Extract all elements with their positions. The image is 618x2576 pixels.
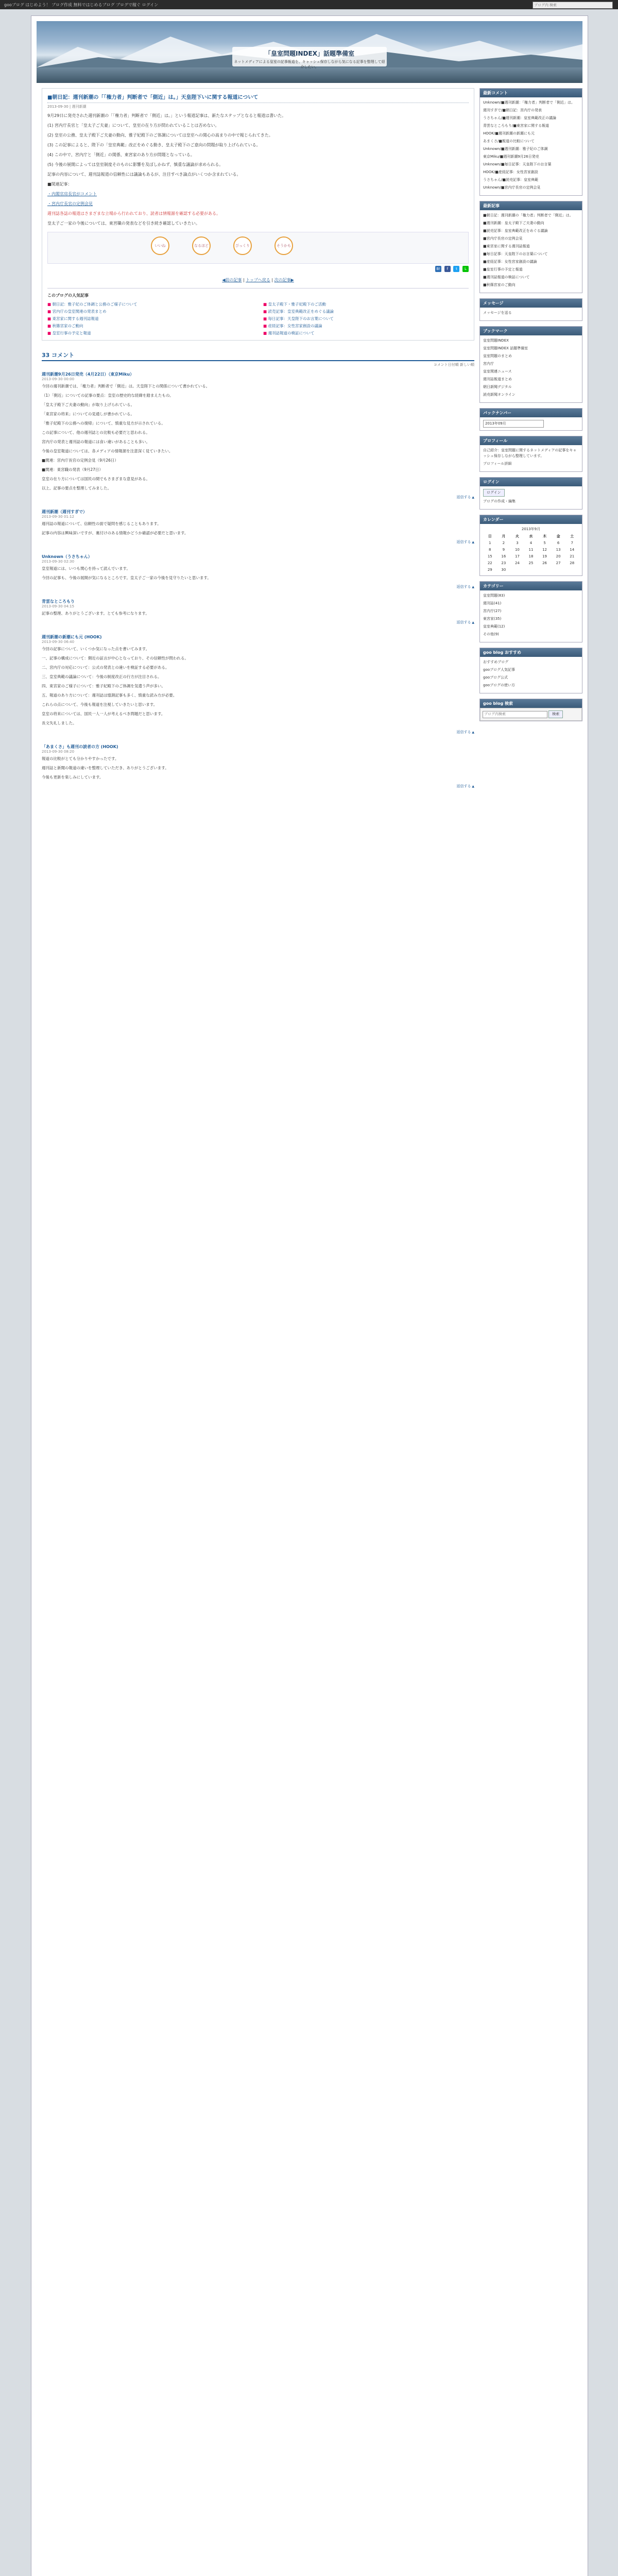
comment-paragraph: 五、報道のあり方について：週刊誌は憶測記事も多く、慎重な読み方が必要。	[42, 693, 177, 698]
recent-post-item[interactable]: ■読売記事：皇室典範改正をめぐる議論	[483, 229, 548, 233]
recent-comment-item[interactable]: 東京Miku/■週刊新潮9月26日発売	[483, 155, 539, 159]
recent-comment-item[interactable]: Unknown/■宮内庁長官の定例会見	[483, 185, 541, 190]
calendar-day[interactable]: 10	[514, 548, 520, 552]
login-button[interactable]: ログイン	[483, 489, 505, 497]
message-body	[480, 308, 582, 320]
related-posts	[47, 288, 469, 336]
comment-author[interactable]: 週刊新潮の新潮にも元 (HOOK)	[42, 635, 102, 639]
comment-paragraph: 「東宮家の将来」についての見通しが書かれている。	[42, 412, 134, 416]
related-grid	[47, 301, 469, 336]
bookmark-item[interactable]: 宮内庁	[483, 362, 494, 366]
post-paragraph: 記事の内容について、週刊誌報道の信頼性には議論もあるが、注目すべき論点がいくつか含まれている。	[47, 172, 241, 177]
related-link[interactable]: ・宮内庁長官の定例会見	[47, 201, 93, 206]
post-paragraph: (4) この中で、宮内庁と「側近」の関係、東宮家のあり方が問題となっている。	[47, 152, 195, 157]
calendar-day[interactable]: 5	[543, 541, 546, 545]
calendar-day[interactable]: 28	[570, 561, 575, 565]
comment-paragraph: 今回の記事も、今後の展開が気になるところです。皇太子ご一家の今後を見守りたいと思います。	[42, 575, 211, 580]
category-item[interactable]: 週刊誌(41)	[483, 601, 502, 605]
profile-text: 自己紹介：皇室問題に関するネットメディアの記事をキャッシュ保存しながら整理しています。	[483, 448, 577, 458]
comment-paragraph: 長文失礼しました。	[42, 721, 77, 725]
category-item[interactable]: 皇室典範(12)	[483, 624, 505, 629]
page-wrapper	[31, 15, 588, 2576]
reply-link[interactable]: 返信する ▲	[42, 784, 474, 789]
blog-subtitle: ネットメディアによる皇室の記事報道を、キャッシュ保存しながら気になる記事を整理して紹介したい。	[234, 60, 385, 69]
prev-post-link[interactable]: ◀前の記事	[222, 278, 242, 282]
next-post-link[interactable]: 次の記事▶	[274, 278, 294, 282]
calendar-day[interactable]: 25	[528, 561, 534, 565]
share-buttons	[47, 266, 469, 272]
header-banner	[37, 21, 582, 83]
post-paragraph: 週刊誌各誌の報道はさまざまな立場から行われており、読者は情報源を確認する必要がある。	[47, 211, 220, 216]
reply-link[interactable]: 返信する ▲	[42, 730, 474, 735]
bookmark-item[interactable]: 週刊誌報道まとめ	[483, 377, 512, 381]
calendar-day	[552, 567, 565, 573]
comment-author[interactable]: 青雲なところもり	[42, 599, 75, 604]
comment-paragraph: 一、記事の構成について：側近の証言が中心となっており、その信頼性が問われる。	[42, 656, 188, 660]
sidebar	[479, 88, 582, 726]
calendar-day[interactable]: 12	[542, 548, 547, 552]
recent-comment-item[interactable]: Unknown/■週刊新潮：雅子妃のご体調	[483, 147, 548, 151]
recent-comment-item[interactable]: うさちゃん/■読売記事：皇室典範	[483, 178, 538, 182]
comment-date: 2013-09-30 06:40	[42, 640, 75, 644]
post-article	[42, 88, 474, 341]
facebook-icon[interactable]: f	[444, 266, 451, 272]
category-item[interactable]: 宮内庁(27)	[483, 609, 502, 613]
recent-comment-item[interactable]: 青雲なところもり/■東宮家に関する報道	[483, 124, 549, 128]
goo-item[interactable]: gooブログ公式	[483, 675, 508, 680]
post-paragraph: (1) 宮内庁長官と「皇太子ご夫妻」について、皇室の在り方が問われていることは否めない。	[47, 123, 219, 128]
related-link[interactable]: ・内閣官房長官がコメント	[47, 192, 97, 196]
category-title: カテゴリー	[480, 582, 582, 590]
sidebar-search-button[interactable]: 検索	[548, 710, 563, 718]
comment-paragraph: 四、東宮家のご様子について：雅子妃殿下のご体調を気遣う声が多い。	[42, 684, 165, 688]
related-item[interactable]: ■ 宮内庁の皇室関連の発表まとめ	[47, 309, 253, 314]
recent-post-item[interactable]: ■東宮家に関する週刊誌報道	[483, 244, 530, 248]
comment-author[interactable]: 週刊新潮（週刊すぎで）	[42, 510, 87, 514]
comment-body	[42, 646, 474, 726]
recent-post-item[interactable]: ■産経記事：女性宮家創設の議論	[483, 260, 537, 264]
post-paragraph: ■関連記事：	[47, 182, 72, 187]
calendar-day	[565, 567, 579, 573]
top-bar	[0, 0, 618, 9]
post-paragraph: (2) 皇室の公務、皇太子殿下ご夫妻の動向、雅子妃殿下のご体調については皇室への関心の高まりの中で報じられてきた。	[47, 133, 273, 138]
goo-recommend-list	[480, 657, 582, 693]
recent-post-item[interactable]: ■秋篠宮家のご動向	[483, 283, 516, 287]
line-icon[interactable]: L	[462, 266, 469, 272]
recent-post-item[interactable]: ■朝日記：週刊新潮の「権力者」判断者で「側近」は。	[483, 213, 573, 217]
calendar-day[interactable]: 3	[516, 541, 519, 545]
post-paragraph: 皇太子ご一家の今後については、東宮職の発表などを引き続き確認していきたい。	[47, 221, 200, 226]
calendar-day[interactable]: 17	[514, 554, 520, 558]
recent-post-item[interactable]: ■皇室行事の予定と報道	[483, 267, 523, 272]
recent-comment-item[interactable]: うさちゃん/■週刊新潮：皇室典範改正の議論	[483, 116, 556, 120]
calendar-day[interactable]: 6	[557, 541, 560, 545]
calendar-day[interactable]: 18	[528, 554, 534, 558]
related-item[interactable]: ■ 読売記事：皇室典範改正をめぐる議論	[263, 309, 469, 314]
comment-date: 2013-09-30 00:00	[42, 377, 75, 381]
related-item[interactable]: ■ 皇室行事の予定と報道	[47, 330, 253, 336]
related-item[interactable]: ■ 秋篠宮家のご動向	[47, 323, 253, 329]
blog-edit-link[interactable]: ブログの作成・編集	[483, 499, 516, 503]
comment	[42, 744, 474, 789]
calendar-day[interactable]: 9	[502, 548, 505, 552]
profile-title: プロフィール	[480, 436, 582, 445]
backnumber-title: バックナンバー	[480, 409, 582, 417]
comment-paragraph: 以上、記事の要点を整理してみました。	[42, 486, 111, 490]
recent-posts-list	[480, 210, 582, 293]
reaction-button[interactable]: なるほど	[192, 236, 211, 255]
calendar-day[interactable]: 19	[542, 554, 547, 558]
comment-paragraph: これらの点について、今後も報道を注視していきたいと思います。	[42, 702, 158, 707]
calendar-day[interactable]: 22	[487, 561, 492, 565]
search-box	[479, 699, 582, 721]
related-item[interactable]: ■ 東宮家に関する週刊誌報道	[47, 316, 253, 321]
calendar-day[interactable]: 1	[489, 541, 491, 545]
comment-body	[42, 611, 474, 617]
comment-paragraph: 宮内庁の発表と週刊誌の報道には食い違いがあることも多い。	[42, 439, 150, 444]
backnumber-select[interactable]: 2013年09月	[483, 420, 544, 428]
calendar-grid	[483, 534, 579, 573]
main-column	[42, 88, 474, 798]
comment-paragraph: 今後も更新を楽しみにしています。	[42, 775, 104, 779]
calendar-day[interactable]: 2	[502, 541, 505, 545]
calendar-day[interactable]: 27	[556, 561, 561, 565]
recent-comments-list	[480, 97, 582, 195]
category-box	[479, 581, 582, 642]
comment-body	[42, 521, 474, 536]
related-item[interactable]: ■ 朝日記：雅子妃のご体調と公務のご様子について	[47, 301, 253, 307]
comment-author[interactable]: Unknown（うさちゃん）	[42, 554, 92, 559]
login-box	[479, 477, 582, 510]
sidebar-search-input[interactable]	[483, 711, 547, 718]
recent-post-item[interactable]: ■毎日記事：天皇陛下のお言葉について	[483, 252, 548, 256]
comment-paragraph: ■関連：東宮職の発表（9月27日）	[42, 467, 103, 472]
recent-comment-item[interactable]: HOOK/■産経記事：女性宮家創設	[483, 170, 538, 174]
related-item[interactable]: ■ 毎日記事：天皇陛下のお言葉について	[263, 316, 469, 321]
calendar-day[interactable]: 16	[501, 554, 506, 558]
comment-author[interactable]: 週刊新潮9月26日発売（4月22日）（東京Miku）	[42, 372, 134, 377]
goo-recommend-box	[479, 648, 582, 693]
login-title: ログイン	[480, 478, 582, 486]
calendar-day[interactable]: 21	[570, 554, 575, 558]
blog-title[interactable]: 「皇室問題INDEX」話題準備室	[265, 50, 354, 57]
reaction-box	[47, 232, 469, 264]
bookmark-item[interactable]: 皇室問題のまとめ	[483, 354, 512, 358]
bookmark-item[interactable]: 皇室問題INDEX	[483, 338, 509, 343]
post-date: 2013-09-30 | 週刊新潮	[47, 105, 87, 109]
goo-recommend-title: goo blog おすすめ	[480, 648, 582, 657]
login-body	[480, 486, 582, 509]
message-title: メッセージ	[480, 299, 582, 308]
related-item[interactable]: ■ 皇太子殿下・雅子妃殿下のご活動	[263, 301, 469, 307]
calendar-weekday: 水	[529, 534, 533, 538]
comment-paragraph: ■関連：宮内庁長官の定例会見（9月26日）	[42, 458, 118, 463]
recent-comment-item[interactable]: あまくさ/■報道の比較について	[483, 139, 535, 143]
comment-paragraph: 皇室の在り方については国民の間でもさまざまな意見がある。	[42, 477, 150, 481]
comment-paragraph: （1）「側近」についての記事の要点：皇室の歴史的な経緯を踏まえたもの。	[42, 393, 174, 398]
comment-body	[42, 383, 474, 492]
comment	[42, 599, 474, 625]
comment-paragraph: 皇室の将来については、国民一人一人が考えるべき問題だと思います。	[42, 711, 165, 716]
reaction-button[interactable]: びっくり	[233, 236, 252, 255]
comment-author[interactable]: 「あまくさ」も週刊の読者の方 (HOOK)	[42, 744, 118, 749]
comment-paragraph: 記事の整理、ありがとうございます。とても参考になります。	[42, 611, 149, 616]
related-heading: このブログの人気記事	[47, 293, 89, 298]
comment	[42, 634, 474, 735]
comment-paragraph: 今後の皇室報道については、各メディアの情報源を注意深く見ていきたい。	[42, 449, 173, 453]
bookmark-list	[480, 335, 582, 402]
message-box	[479, 298, 582, 321]
recent-posts-title: 最新記事	[480, 201, 582, 210]
calendar-box	[479, 515, 582, 576]
backnumber-box	[479, 408, 582, 431]
recent-comments-box	[479, 88, 582, 196]
reply-link[interactable]: 返信する ▲	[42, 495, 474, 500]
hatena-icon[interactable]: B!	[435, 266, 441, 272]
comment-paragraph: 三、皇室典範の議論について：今後の制度改正の行方が注目される。	[42, 674, 162, 679]
profile-box	[479, 436, 582, 472]
post-nav: ◀前の記事 | トップへ戻る | 次の記事▶	[222, 278, 294, 282]
top-search[interactable]	[533, 2, 613, 9]
calendar-day[interactable]: 24	[514, 561, 520, 565]
calendar-weekday: 日	[488, 534, 492, 538]
home-link[interactable]: トップへ戻る	[246, 278, 270, 282]
comment-paragraph: 週刊誌と新聞の報道の違いを整理していただき、ありがとうございます。	[42, 766, 169, 770]
message-link[interactable]: メッセージを送る	[483, 311, 512, 315]
top-bar-links[interactable]: gooブログ はじめよう！ ブログ作成 無料ではじめるブログ ブログで稼ぐ ログイン	[4, 3, 159, 7]
comment-date: 2013-09-30 01:12	[42, 515, 75, 519]
calendar-day[interactable]: 26	[542, 561, 547, 565]
recent-comments-title: 最新コメント	[480, 89, 582, 97]
comment-paragraph: 記事の内容は興味深いですが、裏付けのある情報かどうか確認が必要だと思います。	[42, 531, 188, 535]
comment	[42, 509, 474, 545]
comments-sort[interactable]: コメント日付順 新しい順	[433, 363, 474, 367]
calendar-day[interactable]: 20	[556, 554, 561, 558]
calendar-day[interactable]: 13	[556, 548, 561, 552]
calendar-weekday: 月	[502, 534, 506, 538]
category-item[interactable]: 皇室問題(83)	[483, 594, 505, 598]
calendar-weekday: 金	[556, 534, 560, 538]
recent-comment-item[interactable]: Unknown/■週刊新潮：「権力者」判断者で「側近」は。	[483, 100, 575, 105]
post-paragraph: 9月29日に発売された週刊新潮の「「権力者」判断者で「側近」は。」という報道記事は、新たなステップとなると報道は書いた。	[47, 113, 286, 118]
reply-link[interactable]: 返信する ▲	[42, 620, 474, 625]
recent-comment-item[interactable]: Unknown/■毎日記事：天皇陛下のお言葉	[483, 162, 552, 166]
calendar-day[interactable]: 8	[489, 548, 491, 552]
calendar-day	[538, 567, 552, 573]
comment	[42, 371, 474, 500]
category-item[interactable]: 東宮家(35)	[483, 617, 502, 621]
comment-paragraph: 今回の記事について、いくつか気になった点を書いてみます。	[42, 647, 150, 651]
calendar-day	[524, 567, 538, 573]
recent-post-item[interactable]: ■週刊誌報道の検証について	[483, 275, 530, 279]
bookmark-title: ブックマーク	[480, 327, 582, 335]
backnumber-body	[480, 417, 582, 430]
recent-post-item[interactable]: ■宮内庁長官の定例会見	[483, 236, 523, 241]
bookmark-item[interactable]: 朝日新聞デジタル	[483, 385, 512, 389]
category-item[interactable]: その他(9)	[483, 632, 499, 636]
comment-date: 2013-09-30 02:30	[42, 560, 75, 564]
post-paragraph: (5) 今後の展開によっては皇室制度そのものに影響を及ぼしかねず、慎重な議論が求められる。	[47, 162, 224, 167]
calendar-day[interactable]: 7	[571, 541, 573, 545]
reaction-button[interactable]: いいね	[151, 236, 169, 255]
calendar-title: カレンダー	[480, 515, 582, 524]
reaction-button[interactable]: そうかも	[274, 236, 293, 255]
comment-paragraph: この記事について、他の週刊誌との比較も必要だと思われる。	[42, 430, 150, 435]
reply-link[interactable]: 返信する ▲	[42, 539, 474, 545]
goo-item[interactable]: gooブログの使い方	[483, 683, 516, 687]
calendar-day[interactable]: 4	[529, 541, 533, 545]
related-item[interactable]: ■ 週刊誌報道の検証について	[263, 330, 469, 336]
comments-heading: 33 コメント	[42, 351, 474, 361]
calendar-month: 2013年9月	[521, 527, 541, 531]
search-title: goo blog 検索	[480, 699, 582, 708]
calendar-weekday: 木	[543, 534, 547, 538]
bookmark-box	[479, 326, 582, 403]
calendar-day[interactable]: 30	[501, 568, 506, 572]
recent-posts-box	[479, 201, 582, 293]
reply-link[interactable]: 返信する ▲	[42, 584, 474, 589]
bookmark-item[interactable]: 読売新聞オンライン	[483, 393, 516, 397]
comment-body	[42, 756, 474, 781]
comment-paragraph: 今回の週刊新潮では、「権力者」判断者で「側近」は。天皇陛下との関係について書かれている。	[42, 384, 210, 388]
calendar-day	[510, 567, 524, 573]
comment-paragraph: 二、宮内庁の対応について：公式の発表との違いを検証する必要がある。	[42, 665, 169, 670]
post-title[interactable]: ■朝日記：週刊新潮の「「権力者」判断者で「側近」は。」天皇陛下いに関する報道について	[47, 93, 469, 103]
calendar-day[interactable]: 23	[501, 561, 506, 565]
calendar-day[interactable]: 15	[487, 554, 492, 558]
comment-paragraph: 週刊誌の報道について、信頼性の面で疑問を感じることもあります。	[42, 521, 161, 526]
comment-paragraph: 「雅子妃殿下の公務への復帰」について、慎重な見方が示されている。	[42, 421, 165, 426]
post-paragraph: (3) この記事によると、陛下の「皇室典範」改正をめぐる動き、皇太子殿下のご意向の問題が取り上げられている。	[47, 143, 261, 147]
title-box	[232, 47, 387, 69]
category-list	[480, 590, 582, 642]
goo-item[interactable]: おすすめブログ	[483, 660, 509, 664]
search-body	[480, 708, 582, 721]
calendar-body	[480, 524, 582, 575]
top-search-input[interactable]	[533, 2, 613, 9]
related-item[interactable]: ■ 産経記事：女性宮家創設の議論	[263, 323, 469, 329]
recent-comment-item[interactable]: HOOK/■週刊新潮の新潮にも元	[483, 131, 535, 135]
recent-comment-item[interactable]: 週刊すぎで/■朝日記：宮内庁の発表	[483, 108, 542, 112]
comment	[42, 554, 474, 589]
calendar-day[interactable]: 11	[528, 548, 534, 552]
calendar-weekday: 土	[570, 534, 574, 538]
comment-date: 2013-09-30 04:15	[42, 604, 75, 608]
comment-paragraph: 「皇太子殿下ご夫妻の動向」が取り上げられている。	[42, 402, 134, 407]
recent-post-item[interactable]: ■週刊新潮：皇太子殿下ご夫妻の動向	[483, 221, 544, 225]
bookmark-item[interactable]: 皇室関連ニュース	[483, 369, 512, 374]
profile-link[interactable]: プロフィール詳細	[483, 462, 512, 466]
goo-item[interactable]: gooブログ人気記事	[483, 668, 516, 672]
calendar-day[interactable]: 14	[570, 548, 575, 552]
comment-paragraph: 報道の比較がとても分かりやすかったです。	[42, 756, 119, 761]
comment-date: 2013-09-30 08:20	[42, 750, 75, 754]
calendar-weekday: 火	[515, 534, 519, 538]
profile-body	[480, 445, 582, 471]
twitter-icon[interactable]: t	[453, 266, 459, 272]
comment-body	[42, 566, 474, 581]
calendar-day[interactable]: 29	[487, 568, 492, 572]
comment-paragraph: 皇室報道には、いつも関心を持って読んでいます。	[42, 566, 130, 571]
bookmark-item[interactable]: 皇室問題INDEX 話題準備室	[483, 346, 528, 350]
